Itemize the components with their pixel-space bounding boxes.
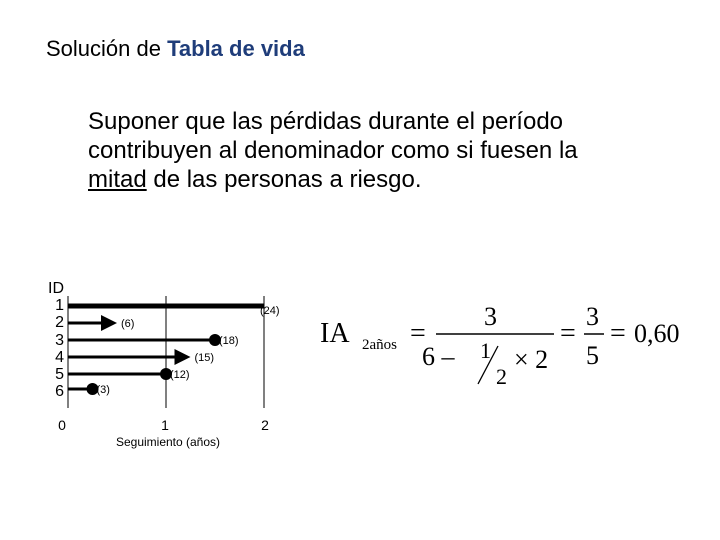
formula-numerator-2: 3 — [586, 302, 599, 331]
formula-equals-2: = — [560, 318, 576, 349]
x-axis-label: Seguimiento (años) — [115, 435, 221, 449]
formula-lhs-subscript: 2años — [362, 337, 397, 353]
subject-time-label: (24) — [260, 305, 280, 317]
id-header: ID — [48, 280, 64, 297]
formula-half-denominator: 2 — [496, 364, 507, 389]
underlined-word: mitad — [88, 166, 147, 193]
explanation-line-1: Suponer que las pérdidas durante el período — [88, 108, 564, 135]
formula-numerator: 3 — [484, 302, 497, 331]
id-label: 3 — [55, 331, 64, 349]
x-tick-label: 2 — [261, 417, 269, 433]
formula-lhs: IA — [320, 318, 350, 349]
x-tick-label: 1 — [161, 417, 169, 433]
subject-time-label: (15) — [194, 352, 215, 364]
title-prefix: Solución de — [46, 36, 168, 61]
subject-time-label: (18) — [219, 335, 239, 347]
formula-denominator-times: × 2 — [514, 345, 549, 374]
formula-equals-1: = — [410, 318, 426, 349]
title-highlight: Tabla de vida — [167, 36, 305, 61]
subject-time-label: (6) — [121, 318, 135, 330]
id-label: 6 — [55, 383, 64, 401]
formula-denominator-a: 6 – — [422, 342, 455, 371]
formula-result: 0,60 — [634, 319, 680, 348]
id-label: 4 — [55, 348, 64, 366]
id-label: 2 — [55, 314, 64, 332]
explanation-line-3-rest: de las personas a riesgo. — [146, 166, 422, 193]
formula-denominator-2: 5 — [586, 341, 599, 370]
subject-time-label: (3) — [96, 384, 110, 396]
arrow-head-icon — [175, 349, 191, 365]
formula-equals-3: = — [610, 318, 626, 349]
x-tick-label: 0 — [58, 417, 66, 433]
arrow-head-icon — [101, 315, 117, 331]
subject-time-label: (12) — [170, 369, 190, 381]
subject-timelines — [68, 305, 280, 396]
id-label: 5 — [55, 366, 64, 384]
id-label: 1 — [55, 297, 64, 315]
explanation-line-2: contribuyen al denominador como si fuesen la — [88, 137, 578, 164]
incidence-formula — [318, 292, 698, 392]
formula-half-numerator: 1 — [480, 338, 491, 363]
